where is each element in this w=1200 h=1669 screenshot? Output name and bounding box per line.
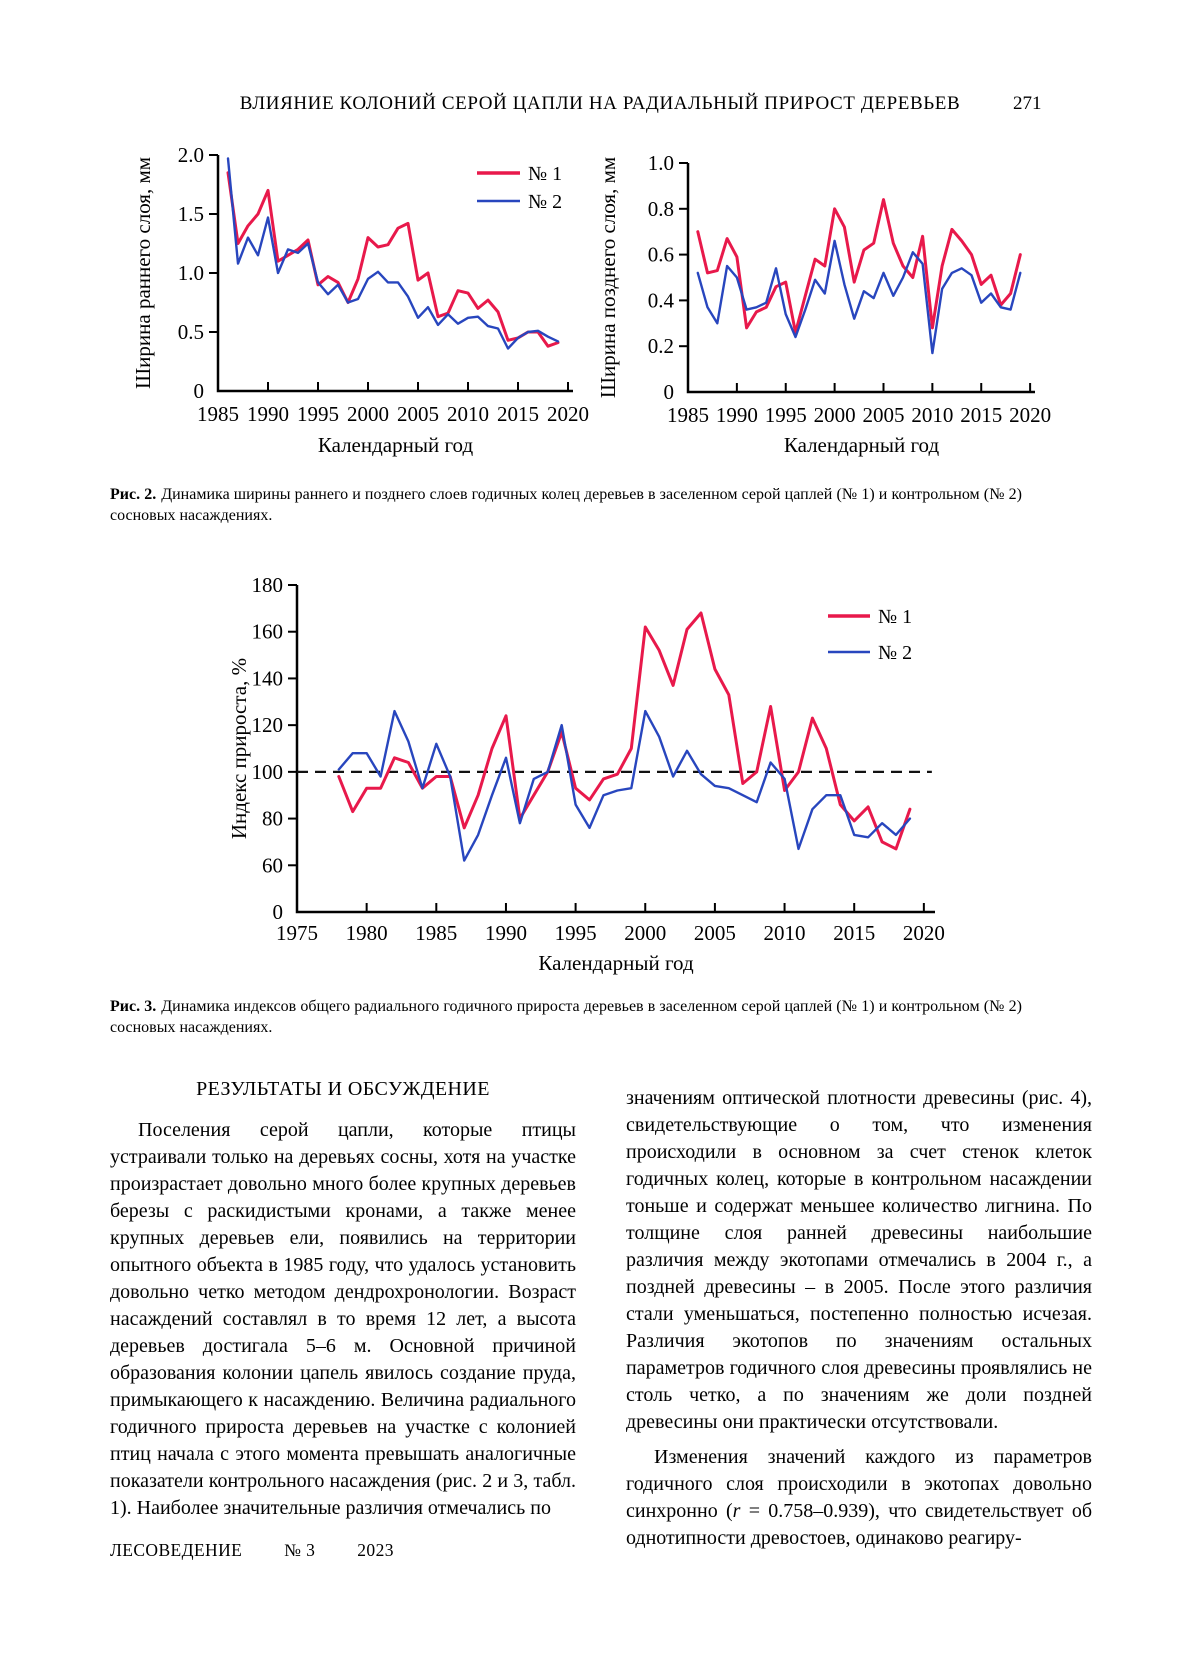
svg-text:1990: 1990 bbox=[484, 921, 527, 945]
page-number: 271 bbox=[1013, 93, 1042, 114]
left-paragraph: Поселения серой цапли, которые птицы устраивали только на деревьях сосны, хотя на участке произрастает довольно много более крупных деревьев березы с раскидистыми кронами, а также менее крупных деревьев ели, появились на территории опытного объекта в 1985 году, что удалось установить довольно четко методом дендрохронологии. Возраст насаждений составлял в то время 12 лет, а высота деревьев достигала 5–6 м. Основной причиной образования колонии цапель явилось создание пруда, примыкающего к насаждению. Величина радиального годичного прироста деревьев на участке с колонией птиц начала с этого момента превышать аналогичные показатели контрольного насаждения (рис. 2 и 3, табл. 1). Наиболее значительные различия отмечались по bbox=[110, 1119, 576, 1519]
svg-text:0: 0 bbox=[193, 379, 204, 403]
fig3-growth-index-chart bbox=[227, 550, 950, 995]
svg-text:180: 180 bbox=[251, 573, 283, 597]
svg-text:2005: 2005 bbox=[693, 921, 736, 945]
svg-text:0.5: 0.5 bbox=[177, 320, 204, 344]
svg-text:100: 100 bbox=[251, 759, 283, 784]
svg-text:№ 1: № 1 bbox=[878, 606, 913, 628]
svg-text:1995: 1995 bbox=[554, 921, 597, 945]
fig3-caption bbox=[110, 996, 1022, 1038]
svg-text:1995: 1995 bbox=[297, 402, 339, 426]
right-paragraph-2-pre: Изменения значений каждого из параметров годичного слоя происходили в экотопах довольно синхронно ( bbox=[626, 1446, 1092, 1522]
svg-text:1985: 1985 bbox=[197, 402, 239, 426]
right-paragraph-2-post: = 0.758–0.939), что свидетельствует об однотипности древостоев, одинаково реагиру- bbox=[626, 1500, 1092, 1549]
svg-text:1.0: 1.0 bbox=[647, 151, 674, 175]
fig2-caption-label: Рис. 2. bbox=[110, 486, 157, 503]
svg-text:№ 1: № 1 bbox=[528, 163, 563, 185]
fig3-caption-text: Динамика индексов общего радиального годичного прироста деревьев в заселенном серой цаплей (№ 1) и контрольном (№ 2) сосновых насаждениях. bbox=[110, 998, 1023, 1036]
running-title: ВЛИЯНИЕ КОЛОНИЙ СЕРОЙ ЦАПЛИ НА РАДИАЛЬНЫЙ ПРИРОСТ ДЕРЕВЬЕВ bbox=[239, 93, 961, 114]
svg-text:0.4: 0.4 bbox=[647, 288, 674, 313]
svg-text:2000: 2000 bbox=[347, 402, 389, 426]
left-column bbox=[110, 1076, 576, 1522]
svg-text:Календарный год: Календарный год bbox=[538, 951, 694, 975]
svg-text:60: 60 bbox=[262, 853, 283, 878]
svg-text:2005: 2005 bbox=[397, 402, 439, 426]
right-paragraph-2 bbox=[626, 1444, 1092, 1552]
svg-text:120: 120 bbox=[251, 713, 283, 738]
svg-text:2010: 2010 bbox=[763, 921, 806, 945]
journal-footer bbox=[110, 1540, 394, 1561]
svg-text:2015: 2015 bbox=[833, 921, 876, 945]
svg-text:0.8: 0.8 bbox=[647, 196, 674, 221]
svg-text:2020: 2020 bbox=[902, 921, 945, 945]
fig2-early-layer-width-chart bbox=[128, 136, 588, 471]
section-heading: РЕЗУЛЬТАТЫ И ОБСУЖДЕНИЕ bbox=[196, 1078, 490, 1100]
fig2-late-layer-width-chart bbox=[595, 136, 1055, 471]
svg-text:№ 2: № 2 bbox=[878, 642, 913, 664]
footer-journal-name: ЛЕСОВЕДЕНИЕ bbox=[110, 1540, 243, 1560]
fig2-caption-text: Динамика ширины раннего и позднего слоев годичных колец деревьев в заселенном серой цаплей (№ 1) и контрольном (№ 2) сосновых насаждениях. bbox=[110, 486, 1022, 524]
svg-text:2000: 2000 bbox=[813, 403, 856, 427]
svg-text:№ 2: № 2 bbox=[528, 191, 563, 213]
svg-text:0.6: 0.6 bbox=[647, 242, 674, 267]
svg-text:1.5: 1.5 bbox=[177, 202, 204, 226]
svg-text:2015: 2015 bbox=[497, 402, 539, 426]
svg-text:2005: 2005 bbox=[862, 403, 905, 427]
svg-text:140: 140 bbox=[251, 666, 283, 691]
svg-text:2010: 2010 bbox=[447, 402, 489, 426]
svg-text:1985: 1985 bbox=[415, 921, 458, 945]
svg-text:Ширина раннего слоя, мм: Ширина раннего слоя, мм bbox=[131, 156, 155, 390]
svg-text:1990: 1990 bbox=[715, 403, 758, 427]
svg-text:1990: 1990 bbox=[247, 402, 289, 426]
svg-text:2020: 2020 bbox=[1009, 403, 1052, 427]
right-paragraph-1: значениям оптической плотности древесины (рис. 4), свидетельствующие о том, что изменения происходили в основном за счет стенок клеток годичных колец, которые в контрольном насаждении тоньше и содержат меньшее количество лигнина. По толщине слоя ранней древесины наибольшие различия между экотопами отмечались в 2004 г., а поздней древесины – в 2005. После этого различия стали уменьшаться, постепенно полностью исчезая. Различия экотопов по значениям остальных параметров годичного слоя древесины проявлялись не столь четко, а по значениям же доли поздней древесины они практически отсутствовали. bbox=[626, 1087, 1092, 1433]
svg-text:1975: 1975 bbox=[276, 921, 318, 945]
svg-text:1.0: 1.0 bbox=[177, 261, 204, 285]
svg-text:Календарный год: Календарный год bbox=[783, 433, 940, 457]
footer-issue: № 3 bbox=[284, 1540, 316, 1560]
svg-text:1980: 1980 bbox=[345, 921, 388, 945]
svg-text:2.0: 2.0 bbox=[177, 143, 204, 167]
correlation-variable: r bbox=[732, 1500, 741, 1522]
svg-text:1995: 1995 bbox=[764, 403, 807, 427]
svg-text:2015: 2015 bbox=[960, 403, 1003, 427]
svg-text:0: 0 bbox=[663, 380, 674, 404]
fig3-caption-label: Рис. 3. bbox=[110, 998, 157, 1015]
svg-text:0: 0 bbox=[272, 900, 283, 924]
svg-text:2000: 2000 bbox=[624, 921, 667, 945]
svg-text:0.2: 0.2 bbox=[647, 334, 674, 359]
svg-text:2020: 2020 bbox=[547, 402, 589, 426]
footer-year: 2023 bbox=[357, 1540, 394, 1560]
svg-text:80: 80 bbox=[262, 806, 283, 831]
svg-text:Индекс прироста, %: Индекс прироста, % bbox=[227, 657, 251, 840]
fig2-caption bbox=[110, 484, 1022, 526]
svg-text:Календарный год: Календарный год bbox=[317, 433, 474, 457]
svg-text:Ширина позднего слоя, мм: Ширина позднего слоя, мм bbox=[596, 156, 620, 399]
svg-text:160: 160 bbox=[251, 619, 283, 644]
right-column bbox=[626, 1085, 1092, 1552]
svg-text:1985: 1985 bbox=[667, 403, 709, 427]
svg-text:2010: 2010 bbox=[911, 403, 954, 427]
